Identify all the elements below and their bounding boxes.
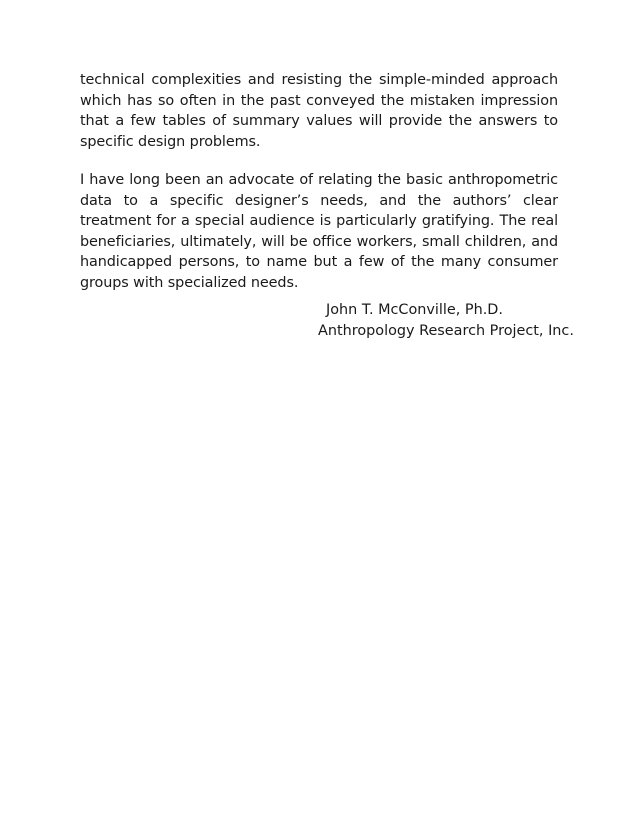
paragraph: I have long been an advocate of relating the basic anthropometric data to a specific designer’s needs, and the authors’ clear treatment for a special audience is particularly gratifying. The real beneficiaries, ultimately, will be office workers, small children, and handicapped persons, to name but a few of the many consumer groups with specialized needs. <box>80 172 558 291</box>
paragraph: technical complexities and resisting the simple-minded approach which has so often in the past conveyed the mistaken impression that a few tables of summary values will provide the answers to specific design problems. <box>80 72 558 150</box>
signature-organization: Anthropology Research Project, Inc. <box>318 323 574 339</box>
signature-block <box>318 300 578 342</box>
document-body <box>80 70 558 311</box>
signature-name: John T. McConville, Ph.D. <box>326 302 503 318</box>
